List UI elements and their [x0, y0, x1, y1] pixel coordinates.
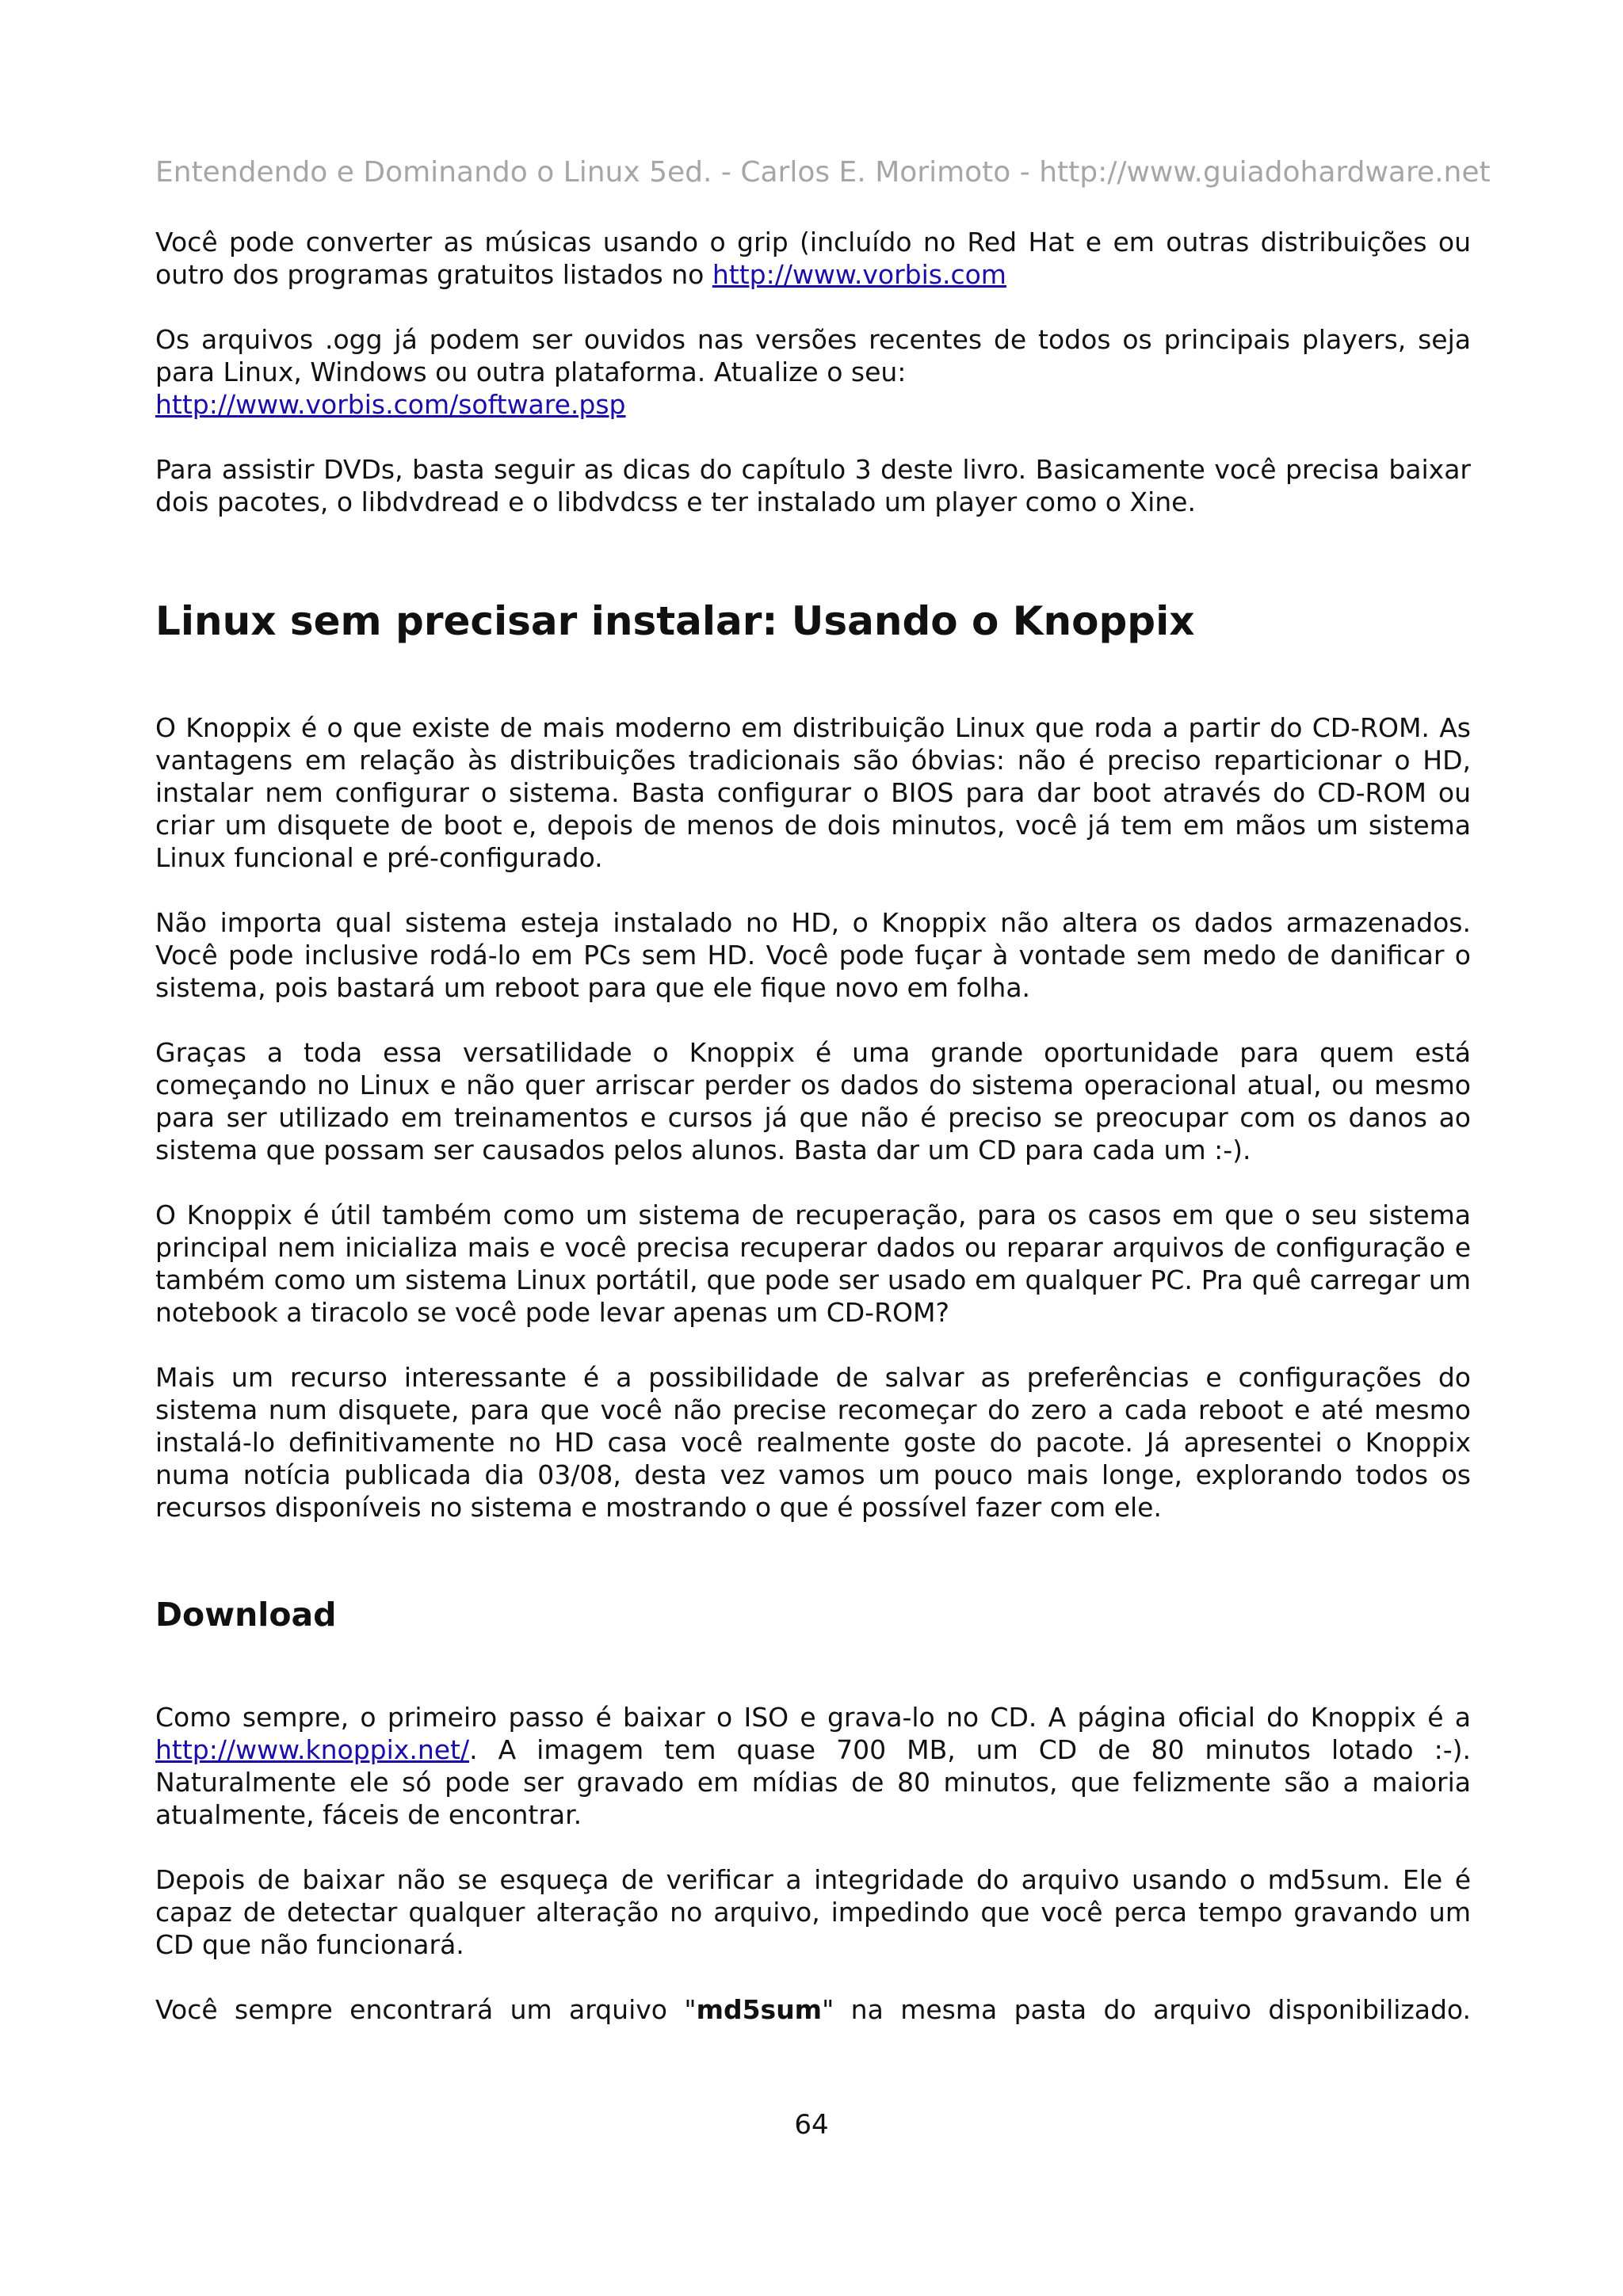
paragraph-download-iso-after: . A imagem tem quase 700 MB, um CD de 80 minutos lotado :-). Naturalmente ele só pode ser gravado em mídias de 80 minutos, que felizmente são a maioria atualmente, fáceis de encontrar.: [155, 1734, 1471, 1830]
section-heading-knoppix: Linux sem precisar instalar: Usando o Knoppix: [155, 598, 1195, 644]
paragraph-download-iso-before: Como sempre, o primeiro passo é baixar o ISO e grava-lo no CD. A página oficial do Knoppix é a: [155, 1702, 1471, 1733]
paragraph-md5file-before: Você sempre encontrará um arquivo ": [155, 1994, 697, 2025]
paragraph-grip-text: Você pode converter as músicas usando o grip (incluído no Red Hat e em outras distribuições ou outro dos programas gratuitos listados no: [155, 227, 1471, 290]
page-content: [155, 226, 1471, 2026]
page-number: 64: [794, 2109, 829, 2141]
paragraph-ogg: [155, 323, 1471, 421]
knoppix-link[interactable]: http://www.knoppix.net/: [155, 1734, 470, 1765]
paragraph-download-md5file: [155, 1993, 1471, 2026]
paragraph-dvd: Para assistir DVDs, basta seguir as dicas do capítulo 3 deste livro. Basicamente você precisa baixar dois pacotes, o libdvdread e o libdvdcss e ter instalado um player como o Xine.: [155, 454, 1471, 517]
paragraph-ogg-text: Os arquivos .ogg já podem ser ouvidos nas versões recentes de todos os principais players, seja para Linux, Windows ou outra plataforma. Atualize o seu:: [155, 324, 1471, 387]
paragraph-knoppix-preferences: Mais um recurso interessante é a possibilidade de salvar as preferências e configurações do sistema num disquete, para que você não precise recomeçar do zero a cada reboot e até mesmo instalá-lo definitivamente no HD casa você realmente goste do pacote. Já apresentei o Knoppix numa notícia publicada dia 03/08, desta vez vamos um pouco mais longe, explorando todos os recursos disponíveis no sistema e mostrando o que é possível fazer com ele.: [155, 1362, 1471, 1523]
vorbis-software-link[interactable]: http://www.vorbis.com/software.psp: [155, 389, 626, 420]
section-heading-download: Download: [155, 1596, 337, 1634]
paragraph-md5file-after: " na mesma pasta do arquivo disponibilizado.: [822, 1994, 1471, 2025]
paragraph-knoppix-versatility: Graças a toda essa versatilidade o Knoppix é uma grande oportunidade para quem está começando no Linux e não quer arriscar perder os dados do sistema operacional atual, ou mesmo para ser utilizado em treinamentos e cursos já que não é preciso se preocupar com os danos ao sistema que possam ser causados pelos alunos. Basta dar um CD para cada um :-).: [155, 1037, 1471, 1165]
paragraph-knoppix-recovery: O Knoppix é útil também como um sistema de recuperação, para os casos em que o seu sistema principal nem inicializa mais e você precisa recuperar dados ou reparar arquivos de configuração e também como um sistema Linux portátil, que pode ser usado em qualquer PC. Pra quê carregar um notebook a tiracolo se você pode levar apenas um CD-ROM?: [155, 1199, 1471, 1328]
paragraph-download-iso: [155, 1701, 1471, 1831]
paragraph-knoppix-hd: Não importa qual sistema esteja instalado no HD, o Knoppix não altera os dados armazenados. Você pode inclusive rodá-lo em PCs sem HD. Você pode fuçar à vontade sem medo de danificar o sistema, pois bastará um reboot para que ele fique novo em folha.: [155, 907, 1471, 1003]
paragraph-grip: [155, 226, 1471, 291]
vorbis-link[interactable]: http://www.vorbis.com: [712, 259, 1006, 290]
paragraph-knoppix-intro: O Knoppix é o que existe de mais moderno em distribuição Linux que roda a partir do CD-ROM. As vantagens em relação às distribuições tradicionais são óbvias: não é preciso reparticionar o HD, instalar nem configurar o sistema. Basta configurar o BIOS para dar boot através do CD-ROM ou criar um disquete de boot e, depois de menos de dois minutos, você já tem em mãos um sistema Linux funcional e pré-configurado.: [155, 712, 1471, 873]
md5sum-bold: md5sum: [696, 1994, 823, 2025]
running-header: Entendendo e Dominando o Linux 5ed. - Carlos E. Morimoto - http://www.guiadohardware.net: [155, 156, 1491, 189]
paragraph-download-md5: Depois de baixar não se esqueça de verificar a integridade do arquivo usando o md5sum. Ele é capaz de detectar qualquer alteração no arquivo, impedindo que você perca tempo gravando um CD que não funcionará.: [155, 1864, 1471, 1960]
